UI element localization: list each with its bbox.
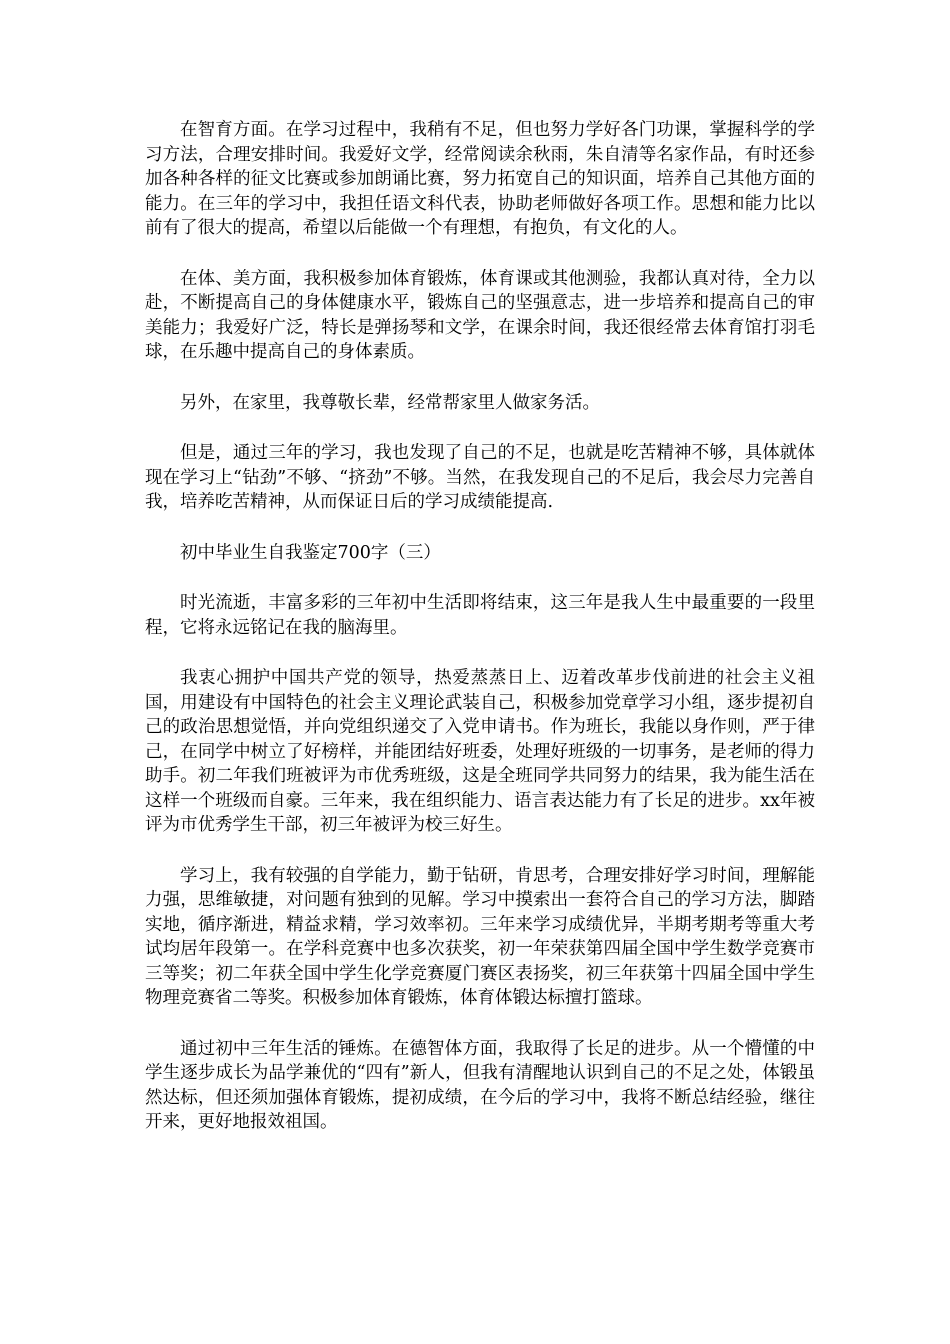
paragraph-shortcomings: 但是，通过三年的学习，我也发现了自己的不足，也就是吃苦精神不够，具体就体现在学习上“钻劲”不够、“挤劲”不够。当然，在我发现自己的不足后，我会尽力完善自我，培养吃苦精神，从而保证日后的学习成绩能提高. <box>145 443 815 512</box>
paragraph-political: 我衷心拥护中国共产党的领导，热爱蒸蒸日上、迈着改革步伐前进的社会主义祖国，用建设有中国特色的社会主义理论武装自己，积极参加党章学习小组，逐步提初自己的政治思想觉悟，并向党组织递交了入党申请书。作为班长，我能以身作则，严于律己，在同学中树立了好榜样，并能团结好班委，处理好班级的一切事务，是老师的得力助手。初二年我们班被评为市优秀班级，这是全班同学共同努力的结果，我为能生活在这样一个班级而自豪。三年来，我在组织能力、语言表达能力有了长足的进步。xx年被评为市优秀学生干部，初三年被评为校三好生。 <box>145 668 815 835</box>
paragraph-study: 学习上，我有较强的自学能力，勤于钻研，肯思考，合理安排好学习时间，理解能力强，思维敏捷，对问题有独到的见解。学习中摸索出一套符合自己的学习方法，脚踏实地，循序渐进，精益求精，学习效率初。三年来学习成绩优异，半期考期考等重大考试均居年段第一。在学科竞赛中也多次获奖，初一年荣获第四届全国中学生数学竞赛市三等奖；初二年获全国中学生化学竞赛厦门赛区表扬奖，初三年获第十四届全国中学生物理竞赛省二等奖。积极参加体育锻炼，体育体锻达标擅打篮球。 <box>145 865 815 1008</box>
paragraph-physical-aesthetic: 在体、美方面，我积极参加体育锻炼，体育课或其他测验，我都认真对待，全力以赴，不断提高自己的身体健康水平，锻炼自己的坚强意志，进一步培养和提高自己的审美能力；我爱好广泛，特长是弹扬琴和文学，在课余时间，我还很经常去体育馆打羽毛球，在乐趣中提高自己的身体素质。 <box>145 268 815 362</box>
paragraph-family: 另外，在家里，我尊敬长辈，经常帮家里人做家务活。 <box>180 392 600 413</box>
document-body <box>145 118 815 1161</box>
paragraph-conclusion: 通过初中三年生活的锤炼。在德智体方面，我取得了长足的进步。从一个懵懂的中学生逐步成长为品学兼优的“四有”新人，但我有清醒地认识到自己的不足之处，体锻虽然达标，但还须加强体育锻炼，提初成绩，在今后的学习中，我将不断总结经验，继往开来，更好地报效祖国。 <box>145 1038 815 1132</box>
section-heading: 初中毕业生自我鉴定700字（三） <box>180 542 441 563</box>
paragraph-intro: 时光流逝，丰富多彩的三年初中生活即将结束，这三年是我人生中最重要的一段里程，它将永远铭记在我的脑海里。 <box>145 593 815 638</box>
paragraph-intellectual: 在智育方面。在学习过程中，我稍有不足，但也努力学好各门功课，掌握科学的学习方法，合理安排时间。我爱好文学，经常阅读余秋雨，朱自清等名家作品，有时还参加各种各样的征文比赛或参加朗诵比赛，努力拓宽自己的知识面，培养自己其他方面的能力。在三年的学习中，我担任语文科代表，协助老师做好各项工作。思想和能力比以前有了很大的提高，希望以后能做一个有理想，有抱负，有文化的人。 <box>145 120 815 238</box>
